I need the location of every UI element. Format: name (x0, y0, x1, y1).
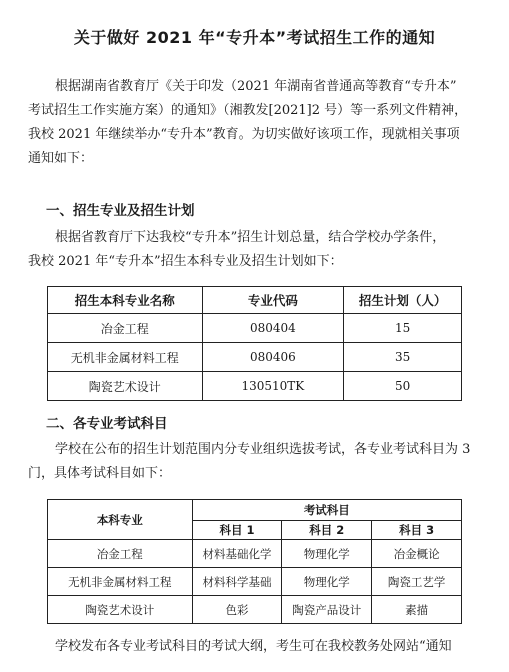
text-line: 我校 2021 年“专升本”招生本科专业及招生计划如下： (28, 254, 343, 269)
table-cell: 物理化学 (282, 568, 372, 596)
table-cell: 物理化学 (282, 540, 372, 568)
text-line: 学校在公布的招生计划范围内分专业组织选拔考试，各专业考试科目为 3 (55, 442, 471, 457)
text-line: 根据湖南省教育厅《关于印发（2021 年湖南省普通高等教育“专升本” (55, 79, 457, 94)
intro-paragraph (28, 75, 483, 171)
table-cell: 35 (344, 343, 462, 372)
table-cell: 080406 (202, 343, 344, 372)
text-line: 根据省教育厅下达我校“专升本”招生计划总量，结合学校办学条件， (55, 230, 446, 245)
table-cell: 15 (344, 314, 462, 343)
text-line: 考试招生工作实施方案）的通知》（湘教发[2021]2 号）等一系列文件精神， (28, 103, 468, 118)
table-cell: 材料基础化学 (192, 540, 282, 568)
table-cell: 080404 (202, 314, 344, 343)
section1-paragraph (28, 226, 483, 274)
table-row (48, 343, 462, 372)
table-cell: 50 (344, 372, 462, 401)
table-row (48, 540, 462, 568)
column-header: 考试科目 (192, 500, 461, 521)
table-cell: 无机非金属材料工程 (48, 568, 193, 596)
table-cell: 冶金工程 (48, 314, 203, 343)
text-line: 通知如下： (28, 151, 94, 166)
exam-subjects-table (47, 499, 462, 624)
column-header: 招生计划（人） (344, 287, 462, 314)
table-header-row (48, 287, 462, 314)
text-line: 学校发布各专业考试科目的考试大纲，考生可在我校教务处网站“通知 (55, 639, 452, 654)
text-line: 我校 2021 年继续举办“专升本”教育。为切实做好该项工作，现就相关事项 (28, 127, 460, 142)
table-header-row (48, 500, 462, 521)
column-header: 专业代码 (202, 287, 344, 314)
table-row (48, 568, 462, 596)
table-cell: 陶瓷工艺学 (372, 568, 462, 596)
table-cell: 130510TK (202, 372, 344, 401)
column-header: 科目 3 (372, 521, 462, 540)
table-cell: 陶瓷艺术设计 (48, 596, 193, 624)
column-header: 招生本科专业名称 (48, 287, 203, 314)
table-row (48, 314, 462, 343)
table-row (48, 596, 462, 624)
column-header: 本科专业 (48, 500, 193, 540)
table-row (48, 372, 462, 401)
section2-heading: 二、各专业考试科目 (46, 416, 168, 432)
section2-paragraph (28, 438, 483, 486)
table-cell: 冶金工程 (48, 540, 193, 568)
table-cell: 无机非金属材料工程 (48, 343, 203, 372)
table-cell: 冶金概论 (372, 540, 462, 568)
closing-paragraph (28, 635, 483, 659)
table-cell: 材料科学基础 (192, 568, 282, 596)
table-cell: 色彩 (192, 596, 282, 624)
table-cell: 陶瓷产品设计 (282, 596, 372, 624)
table-cell: 素描 (372, 596, 462, 624)
document-title: 关于做好 2021 年“专升本”考试招生工作的通知 (73, 28, 436, 47)
column-header: 科目 1 (192, 521, 282, 540)
section1-heading: 一、招生专业及招生计划 (46, 203, 195, 219)
text-line: 门，具体考试科目如下： (28, 466, 172, 481)
enrollment-plan-table (47, 286, 462, 401)
column-header: 科目 2 (282, 521, 372, 540)
table-cell: 陶瓷艺术设计 (48, 372, 203, 401)
